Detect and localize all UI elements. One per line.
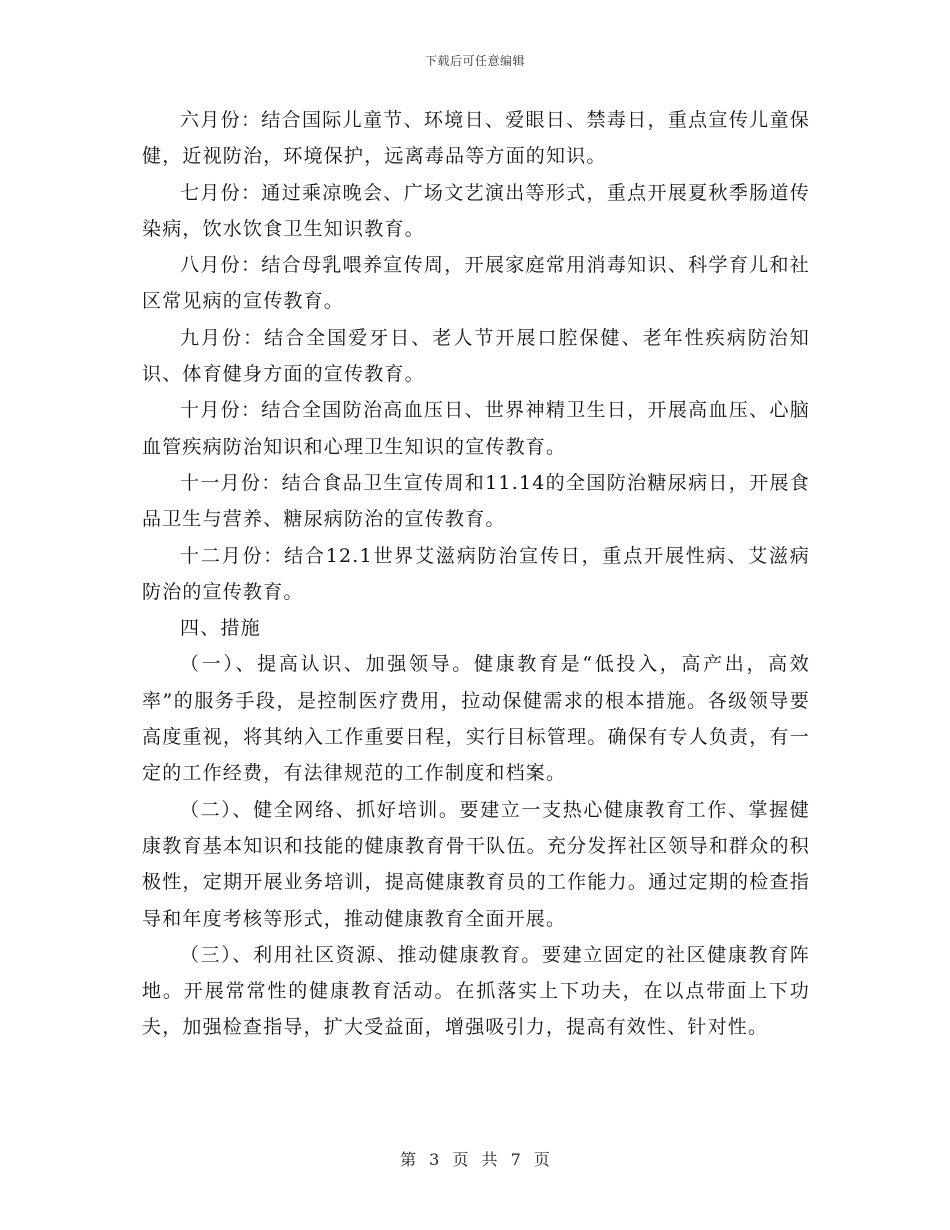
paragraph-june: 六月份：结合国际儿童节、环境日、爱眼日、禁毒日，重点宣传儿童保健，近视防治，环境保护，远离毒品等方面的知识。 <box>142 109 810 168</box>
paragraph-measure-1: （一）、提高认识、加强领导。健康教育是“低投入，高产出，高效率”的服务手段，是控制医疗费用，拉动保健需求的根本措施。各级领导要高度重视，将其纳入工作重要日程，实行目标管理。确保有专人负责，有一定的工作经费，有法律规范的工作制度和档案。 <box>142 653 810 785</box>
paragraph-measure-2: （二）、健全网络、抓好培训。要建立一支热心健康教育工作、掌握健康教育基本知识和技能的健康教育骨干队伍。充分发挥社区领导和群众的积极性，定期开展业务培训，提高健康教育员的工作能力。通过定期的检查指导和年度考核等形式，推动健康教育全面开展。 <box>142 798 810 930</box>
paragraph-august: 八月份：结合母乳喂养宣传周，开展家庭常用消毒知识、科学育儿和社区常见病的宣传教育。 <box>142 254 810 313</box>
paragraph-october: 十月份：结合全国防治高血压日、世界神精卫生日，开展高血压、心脑血管疾病防治知识和心理卫生知识的宣传教育。 <box>142 399 810 458</box>
paragraph-november: 十一月份：结合食品卫生宣传周和11.14的全国防治糖尿病日，开展食品卫生与营养、糖尿病防治的宣传教育。 <box>142 471 810 531</box>
section-heading-measures: 四、措施 <box>180 617 261 640</box>
page-header-note: 下载后可任意编辑 <box>424 54 525 68</box>
paragraph-july: 七月份：通过乘凉晚会、广场文艺演出等形式，重点开展夏秋季肠道传染病，饮水饮食卫生知识教育。 <box>142 181 810 240</box>
document-body <box>142 102 810 1046</box>
paragraph-measure-3: （三）、利用社区资源、推动健康教育。要建立固定的社区健康教育阵地。开展常常性的健康教育活动。在抓落实上下功夫，在以点带面上下功夫，加强检查指导，扩大受益面，增强吸引力，提高有效性、针对性。 <box>142 943 810 1039</box>
page-number: 第 3 页 共 7 页 <box>400 1150 550 1169</box>
paragraph-september: 九月份：结合全国爱牙日、老人节开展口腔保健、老年性疾病防治知识、体育健身方面的宣传教育。 <box>142 326 810 386</box>
paragraph-december: 十二月份：结合12.1世界艾滋病防治宣传日，重点开展性病、艾滋病防治的宣传教育。 <box>142 544 810 603</box>
